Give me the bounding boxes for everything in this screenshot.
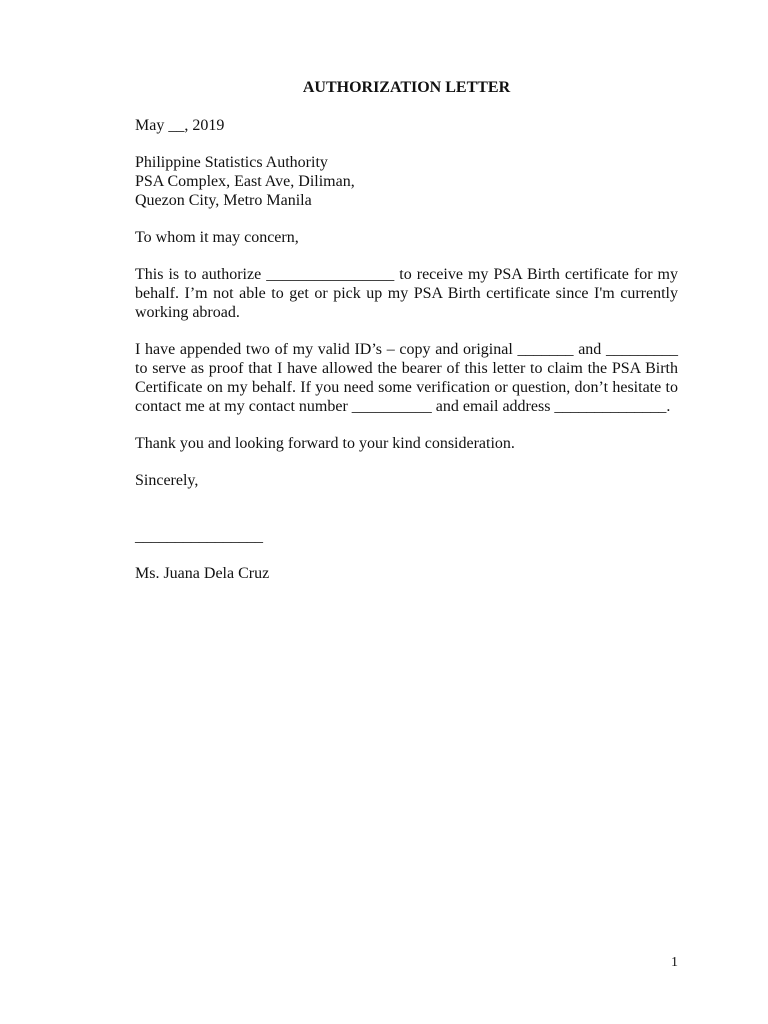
- signature-line: ________________: [135, 528, 263, 545]
- id-details-paragraph: I have appended two of my valid ID’s – copy and original _______ and _________ to serve as proof that I have allowed the bearer of this letter to claim the PSA Birth Certificate on my behalf. If you need some verification or question, don’t hesitate to contact me at my contact number __________ and email address ______________.: [135, 341, 678, 415]
- recipient-address: [135, 153, 678, 210]
- thanks-paragraph: Thank you and looking forward to your kind consideration.: [135, 435, 515, 452]
- signatory-name: Ms. Juana Dela Cruz: [135, 565, 270, 582]
- letter-date: May __, 2019: [135, 117, 225, 134]
- closing: Sincerely,: [135, 472, 199, 489]
- authorization-paragraph: This is to authorize ________________ to receive my PSA Birth certificate for my behalf. I’m not able to get or pick up my PSA Birth certificate since I'm currently working abroad.: [135, 266, 678, 321]
- letter-body: [135, 78, 678, 583]
- page-number: 1: [671, 955, 678, 970]
- salutation: To whom it may concern,: [135, 229, 299, 246]
- letter-title: AUTHORIZATION LETTER: [302, 79, 511, 96]
- recipient-line-3: Quezon City, Metro Manila: [135, 192, 312, 209]
- recipient-line-1: Philippine Statistics Authority: [135, 154, 328, 171]
- recipient-line-2: PSA Complex, East Ave, Diliman,: [135, 173, 355, 190]
